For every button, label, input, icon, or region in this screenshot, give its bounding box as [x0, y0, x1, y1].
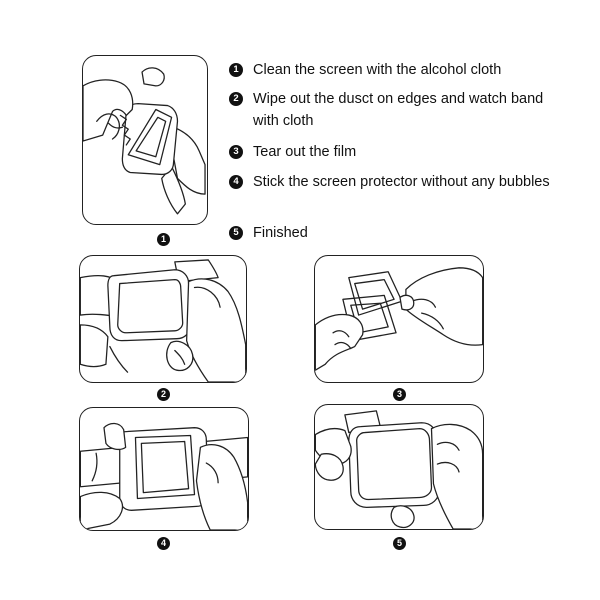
step-number-badge: 3 — [229, 145, 243, 159]
figure-label-badge: 2 — [157, 388, 170, 401]
hands-peeling-film-icon — [315, 256, 483, 382]
step-text: Finished — [253, 225, 308, 241]
figure-5-panel — [314, 404, 484, 530]
step-5 — [229, 222, 559, 244]
step-number-badge: 2 — [229, 92, 243, 106]
figure-1-panel — [82, 55, 208, 225]
step-text: Tear out the film — [253, 144, 357, 160]
step-text: Stick the screen protector without any bubbles — [253, 174, 550, 190]
step-1 — [229, 59, 559, 81]
step-2 — [229, 88, 559, 132]
figure-2-panel — [79, 255, 247, 383]
hand-cleaning-watch-icon — [83, 56, 207, 224]
figure-label-badge: 4 — [157, 537, 170, 550]
figure-3-panel — [314, 255, 484, 383]
step-3 — [229, 141, 559, 163]
figure-label-badge: 5 — [393, 537, 406, 550]
hands-applying-protector-icon — [80, 408, 248, 530]
figure-label-badge: 3 — [393, 388, 406, 401]
finished-watch-icon — [315, 405, 483, 529]
figure-label-badge: 1 — [157, 233, 170, 246]
step-text: Clean the screen with the alcohol cloth — [253, 62, 502, 78]
figure-4-panel — [79, 407, 249, 531]
step-4 — [229, 171, 559, 193]
step-number-badge: 5 — [229, 226, 243, 240]
step-number-badge: 4 — [229, 175, 243, 189]
hand-wiping-watch-edge-icon — [80, 256, 246, 382]
step-number-badge: 1 — [229, 63, 243, 77]
step-text: Wipe out the dusct on edges and watch band with cloth — [253, 91, 544, 129]
